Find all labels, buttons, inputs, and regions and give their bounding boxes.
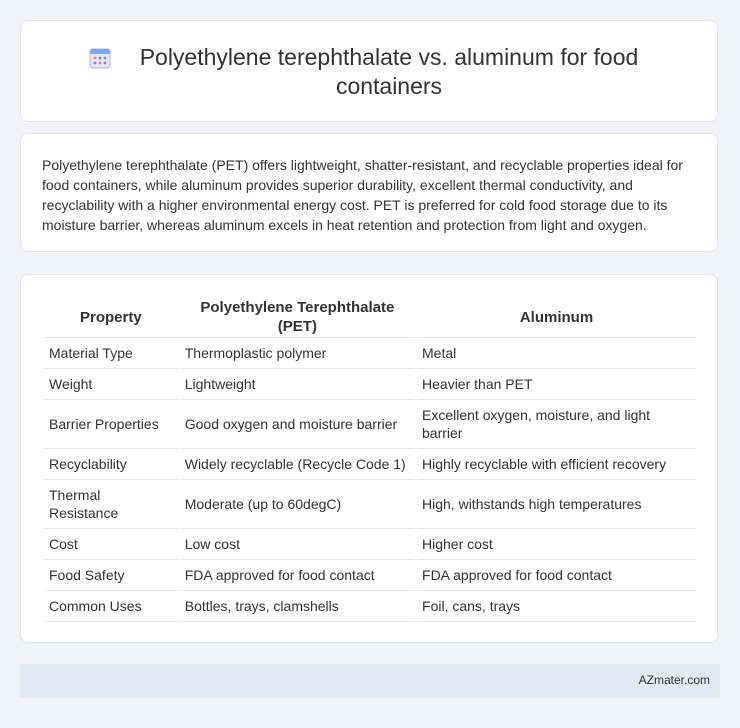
cell-aluminum: Higher cost [417,529,696,560]
intro-paragraph: Polyethylene terephthalate (PET) offers lightweight, shatter-resistant, and recyclable properties ideal for food containers, while aluminum provides superior durability, excellent thermal conductivity, and recyclability with a higher environmental energy cost. PET is preferred for cold food storage due to its moisture barrier, whereas aluminum excels in heat retention and protection from light and oxygen. [42,157,683,233]
table-row [44,338,696,369]
table-row [44,591,696,622]
cell-pet: Moderate (up to 60degC) [180,480,415,529]
cell-aluminum: High, withstands high temperatures [417,480,696,529]
footer-brand: AZmater.com [638,673,710,687]
comparison-table [42,297,698,622]
table-header-row [44,297,696,338]
cell-aluminum: Metal [417,338,696,369]
table-row [44,560,696,591]
table-row [44,369,696,400]
cell-pet: Bottles, trays, clamshells [180,591,415,622]
cell-aluminum: FDA approved for food contact [417,560,696,591]
cell-pet: FDA approved for food contact [180,560,415,591]
cell-pet: Lightweight [180,369,415,400]
cell-property: Material Type [44,338,178,369]
cell-property: Cost [44,529,178,560]
comparison-card [20,274,718,643]
cell-pet: Thermoplastic polymer [180,338,415,369]
intro-card [20,133,718,252]
title-card [20,20,718,122]
table-row [44,400,696,449]
header-property: Property [44,297,178,338]
cell-property: Recyclability [44,449,178,480]
header-aluminum: Aluminum [417,297,696,338]
cell-aluminum: Highly recyclable with efficient recovery [417,449,696,480]
table-row [44,529,696,560]
cell-aluminum: Heavier than PET [417,369,696,400]
cell-pet: Good oxygen and moisture barrier [180,400,415,449]
cell-property: Food Safety [44,560,178,591]
cell-pet: Widely recyclable (Recycle Code 1) [180,449,415,480]
cell-pet: Low cost [180,529,415,560]
cell-aluminum: Foil, cans, trays [417,591,696,622]
footer-bar [20,664,720,698]
table-row [44,480,696,529]
header-pet: Polyethylene Terephthalate (PET) [180,297,415,338]
page-title: Polyethylene terephthalate vs. aluminum for food containers [139,44,639,99]
table-row [44,449,696,480]
cell-property: Common Uses [44,591,178,622]
cell-property: Thermal Resistance [44,480,178,529]
cell-property: Barrier Properties [44,400,178,449]
cell-property: Weight [44,369,178,400]
cell-aluminum: Excellent oxygen, moisture, and light barrier [417,400,696,449]
